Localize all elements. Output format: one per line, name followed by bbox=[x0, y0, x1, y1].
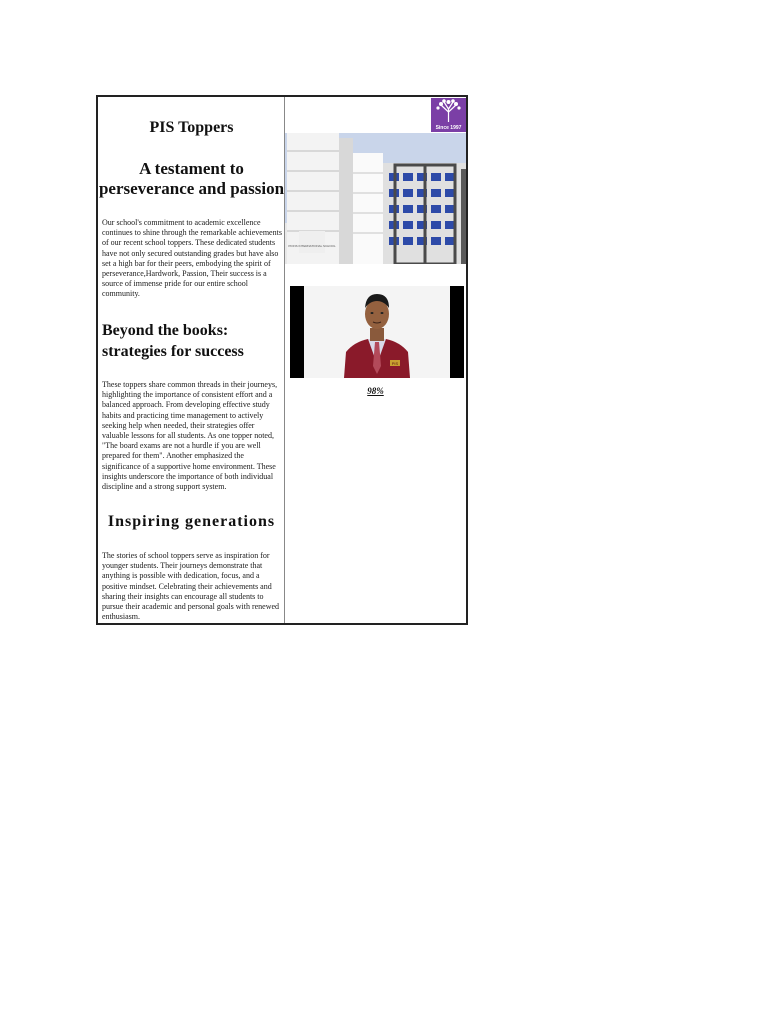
intro-paragraph: Our school's commitment to academic excellence continues to shine through the remarkable achievements of our recent school toppers. These dedicated students have not only secured outstanding grades but have also set a high bar for their peers, embodying the spirit of perseverance,Hardwork, Passion, Their success is a source of immense pride for our entire school community. bbox=[102, 218, 282, 299]
section-heading-inspiring: Inspiring generations bbox=[107, 513, 276, 530]
school-building-image bbox=[285, 133, 466, 264]
article-column bbox=[98, 97, 285, 623]
building-sign: PIONS INTERNATIONAL SCHOOL bbox=[288, 244, 336, 248]
strategies-paragraph: These toppers share common threads in their journeys, highlighting the importance of consistent effort and a balanced approach. From developing effective study habits and practicing time management to actively seeking help when needed, their strategies offer valuable lessons for all students. As one topper noted, "The board exams are not a hurdle if you are well prepared for them". Another emphasized the significance of a supportive home environment. These insights underscore the importance of both individual discipline and a strong support system. bbox=[102, 380, 278, 492]
newsletter-page bbox=[96, 95, 468, 625]
school-logo bbox=[431, 98, 466, 132]
topper-score: 98% bbox=[367, 386, 384, 396]
tree-icon bbox=[431, 98, 466, 124]
logo-caption: Since 1997 bbox=[435, 125, 462, 131]
inspiring-paragraph: The stories of school toppers serve as inspiration for younger students. Their journeys demonstrate that anything is possible with dedication, focus, and a positive mindset. Celebrating their achievements and sharing their insights can encourage all students to pursue their academic and personal goals with renewed enthusiasm. bbox=[102, 551, 280, 622]
image-column bbox=[285, 97, 466, 623]
topper-photo bbox=[290, 286, 464, 378]
blazer-badge: PIS bbox=[391, 361, 399, 366]
section-heading-strategies: Beyond the books: strategies for success bbox=[102, 322, 244, 360]
page-title: PIS Toppers bbox=[149, 119, 234, 136]
page-subtitle: A testament to perseverance and passion bbox=[98, 159, 285, 198]
